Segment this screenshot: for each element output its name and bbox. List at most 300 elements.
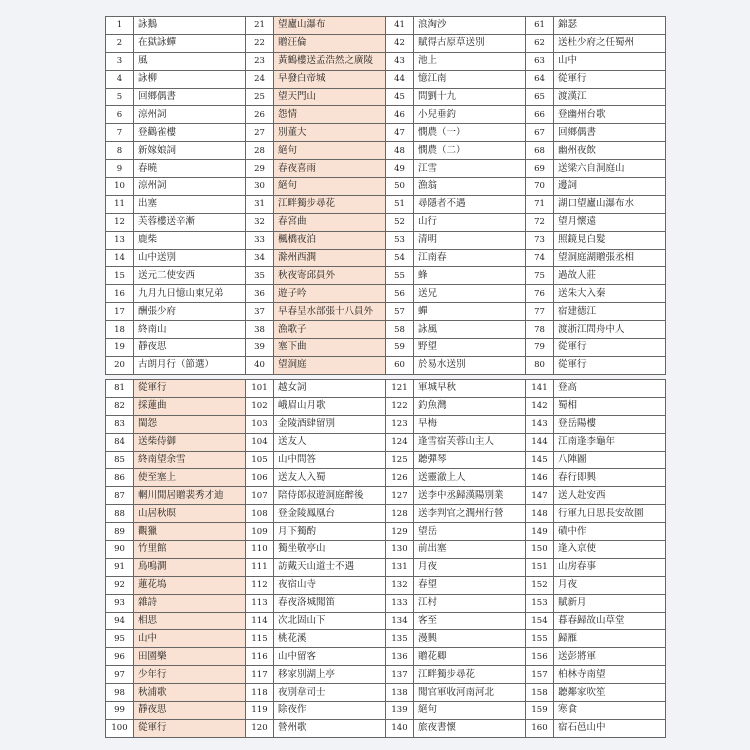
poem-number: 158 [526,684,554,702]
poem-number: 1 [106,17,134,35]
poem-title: 池上 [414,52,526,70]
poem-number: 110 [246,541,274,559]
poem-title: 夜別韋司士 [274,684,386,702]
poem-number: 30 [246,178,274,196]
poem-title: 望岳 [414,523,526,541]
poem-title: 月夜 [554,576,666,594]
poem-title: 湖口望廬山瀑布水 [554,195,666,213]
poem-number: 10 [106,178,134,196]
poem-number: 136 [386,648,414,666]
poem-title: 少年行 [134,666,246,684]
poem-number: 25 [246,88,274,106]
poem-title: 早梅 [414,415,526,433]
table-row [106,124,666,142]
poem-title: 早春呈水部張十八員外 [274,303,386,321]
poem-number: 20 [106,356,134,374]
poem-number: 58 [386,321,414,339]
poem-number: 9 [106,160,134,178]
poem-title: 錦瑟 [554,17,666,35]
poem-title: 暮春歸故山草堂 [554,612,666,630]
poem-title: 望月懷遠 [554,213,666,231]
poem-title: 寒食 [554,702,666,720]
poem-title: 靜夜思 [134,339,246,357]
poem-title: 別董大 [274,124,386,142]
poem-title: 賦得古原草送別 [414,34,526,52]
poem-number: 48 [386,142,414,160]
poem-number: 7 [106,124,134,142]
poem-number: 8 [106,142,134,160]
poem-number: 160 [526,719,554,737]
poem-number: 114 [246,612,274,630]
poem-title: 送李判官之潤州行營 [414,505,526,523]
poem-title: 次北固山下 [274,612,386,630]
poem-number: 120 [246,719,274,737]
poem-title: 望洞庭湖贈張丞相 [554,249,666,267]
table-row [106,213,666,231]
table-row [106,487,666,505]
poem-title: 從軍行 [554,70,666,88]
poem-number: 143 [526,415,554,433]
poem-number: 137 [386,666,414,684]
poem-title: 從軍行 [554,339,666,357]
poem-title: 夜宿山寺 [274,576,386,594]
poem-number: 95 [106,630,134,648]
poem-number: 71 [526,195,554,213]
poem-number: 26 [246,106,274,124]
poem-title: 絕句 [274,178,386,196]
poem-number: 100 [106,719,134,737]
poem-title: 鳥鳴澗 [134,558,246,576]
poem-number: 72 [526,213,554,231]
poem-title: 蟬 [414,303,526,321]
table-row [106,380,666,398]
poem-title: 塞下曲 [274,339,386,357]
poem-number: 131 [386,558,414,576]
table-row [106,719,666,737]
poem-number: 130 [386,541,414,559]
table-row [106,142,666,160]
poem-title: 旅夜書懷 [414,719,526,737]
poem-title: 於易水送別 [414,356,526,374]
poem-title: 春曉 [134,160,246,178]
poem-title: 贈汪倫 [274,34,386,52]
poem-title: 歸雁 [554,630,666,648]
poem-number: 84 [106,433,134,451]
poem-number: 106 [246,469,274,487]
poem-title: 終南山 [134,321,246,339]
poem-number: 63 [526,52,554,70]
poem-title: 田園樂 [134,648,246,666]
poem-title: 山中 [554,52,666,70]
poem-number: 159 [526,702,554,720]
poem-number: 141 [526,380,554,398]
poem-title: 在獄詠蟬 [134,34,246,52]
poem-title: 獨坐敬亭山 [274,541,386,559]
poem-title: 望天門山 [274,88,386,106]
poem-number: 51 [386,195,414,213]
poem-number: 113 [246,594,274,612]
table-row [106,648,666,666]
poem-title: 春夜喜雨 [274,160,386,178]
poem-number: 144 [526,433,554,451]
poem-title: 鹿柴 [134,231,246,249]
poem-title: 風 [134,52,246,70]
poem-title: 問劉十九 [414,88,526,106]
poem-number: 44 [386,70,414,88]
poem-title: 送靈澈上人 [414,469,526,487]
poem-title: 渡漢江 [554,88,666,106]
poem-title: 登高 [554,380,666,398]
poem-title: 贈花卿 [414,648,526,666]
poem-number: 74 [526,249,554,267]
poem-number: 56 [386,285,414,303]
poem-title: 江畔獨步尋花 [274,195,386,213]
table-row [106,303,666,321]
poem-title: 山中問答 [274,451,386,469]
poem-title: 古朗月行（節選） [134,356,246,374]
poem-number: 59 [386,339,414,357]
poem-number: 23 [246,52,274,70]
poem-title: 越女詞 [274,380,386,398]
poem-number: 52 [386,213,414,231]
poem-number: 96 [106,648,134,666]
poem-title: 江畔獨步尋花 [414,666,526,684]
poem-number: 147 [526,487,554,505]
poem-number: 148 [526,505,554,523]
poem-number: 77 [526,303,554,321]
poem-title: 從軍行 [134,719,246,737]
poem-number: 142 [526,397,554,415]
poem-number: 64 [526,70,554,88]
poem-title: 山中 [134,630,246,648]
poem-title: 相思 [134,612,246,630]
poem-title: 送兄 [414,285,526,303]
poem-title: 宿石邑山中 [554,719,666,737]
poem-title: 觀獵 [134,523,246,541]
poem-number: 73 [526,231,554,249]
poem-number: 156 [526,648,554,666]
table-row [106,612,666,630]
poem-number: 128 [386,505,414,523]
poem-title: 出塞 [134,195,246,213]
poem-number: 154 [526,612,554,630]
poem-number: 155 [526,630,554,648]
poem-title: 山居秋暝 [134,505,246,523]
poem-number: 81 [106,380,134,398]
poem-number: 153 [526,594,554,612]
poem-index-table-2 [105,379,666,738]
table-row [106,160,666,178]
poem-number: 42 [386,34,414,52]
poem-number: 21 [246,17,274,35]
table-row [106,70,666,88]
poem-number: 87 [106,487,134,505]
poem-title: 移家別湖上亭 [274,666,386,684]
poem-title: 金陵酒肆留別 [274,415,386,433]
poem-number: 104 [246,433,274,451]
poem-number: 97 [106,666,134,684]
poem-title: 九月九日憶山東兄弟 [134,285,246,303]
poem-number: 132 [386,576,414,594]
poem-title: 陪侍郎叔遊洞庭醉後 [274,487,386,505]
poem-title: 春行即興 [554,469,666,487]
poem-title: 聽彈琴 [414,451,526,469]
poem-number: 89 [106,523,134,541]
poem-number: 15 [106,267,134,285]
poem-title: 秋夜寄邱員外 [274,267,386,285]
poem-title: 憶江南 [414,70,526,88]
poem-title: 回鄉偶書 [554,124,666,142]
poem-title: 涼州詞 [134,106,246,124]
poem-number: 61 [526,17,554,35]
table-row [106,469,666,487]
poem-number: 78 [526,321,554,339]
poem-number: 3 [106,52,134,70]
poem-title: 宿建德江 [554,303,666,321]
poem-number: 34 [246,249,274,267]
poem-title: 憫農（二） [414,142,526,160]
poem-title: 芙蓉樓送辛漸 [134,213,246,231]
poem-title: 軍城早秋 [414,380,526,398]
poem-title: 浪淘沙 [414,17,526,35]
poem-title: 春夜洛城聞笛 [274,594,386,612]
table-row [106,576,666,594]
poem-number: 14 [106,249,134,267]
poem-title: 登幽州台歌 [554,106,666,124]
poem-number: 28 [246,142,274,160]
poem-title: 江南逢李龜年 [554,433,666,451]
poem-number: 109 [246,523,274,541]
poem-number: 103 [246,415,274,433]
poem-number: 108 [246,505,274,523]
table-row [106,433,666,451]
poem-number: 115 [246,630,274,648]
poem-title: 望洞庭 [274,356,386,374]
poem-title: 送元二使安西 [134,267,246,285]
poem-title: 邊詞 [554,178,666,196]
poem-number: 121 [386,380,414,398]
poem-index-table-1 [105,16,666,375]
poem-title: 桃花溪 [274,630,386,648]
table-row [106,231,666,249]
poem-number: 149 [526,523,554,541]
poem-number: 16 [106,285,134,303]
poem-number: 31 [246,195,274,213]
poem-number: 82 [106,397,134,415]
poem-title: 柏林寺南望 [554,666,666,684]
poem-number: 50 [386,178,414,196]
poem-title: 幽州夜飲 [554,142,666,160]
poem-title: 送梁六自洞庭山 [554,160,666,178]
poem-number: 68 [526,142,554,160]
table-row [106,505,666,523]
table-row [106,451,666,469]
poem-number: 134 [386,612,414,630]
poem-number: 126 [386,469,414,487]
poem-title: 送友人入蜀 [274,469,386,487]
poem-number: 88 [106,505,134,523]
poem-title: 客至 [414,612,526,630]
poem-number: 117 [246,666,274,684]
poem-number: 92 [106,576,134,594]
poem-title: 雜詩 [134,594,246,612]
poem-number: 47 [386,124,414,142]
poem-title: 除夜作 [274,702,386,720]
table-row [106,178,666,196]
poem-title: 送人赴安西 [554,487,666,505]
poem-number: 43 [386,52,414,70]
poem-title: 逢入京使 [554,541,666,559]
poem-title: 營州歌 [274,719,386,737]
poem-title: 蜀相 [554,397,666,415]
poem-title: 怨情 [274,106,386,124]
poem-number: 80 [526,356,554,374]
poem-number: 98 [106,684,134,702]
poem-title: 楓橋夜泊 [274,231,386,249]
poem-title: 詠鵝 [134,17,246,35]
poem-number: 36 [246,285,274,303]
poem-number: 18 [106,321,134,339]
poem-number: 40 [246,356,274,374]
poem-number: 122 [386,397,414,415]
poem-title: 野望 [414,339,526,357]
poem-title: 漁歌子 [274,321,386,339]
poem-number: 60 [386,356,414,374]
poem-number: 67 [526,124,554,142]
poem-title: 山中留客 [274,648,386,666]
poem-number: 91 [106,558,134,576]
poem-number: 45 [386,88,414,106]
poem-title: 送友人 [274,433,386,451]
poem-title: 渡浙江問舟中人 [554,321,666,339]
poem-title: 江村 [414,594,526,612]
poem-title: 江雪 [414,160,526,178]
poem-title: 釣魚灣 [414,397,526,415]
poem-title: 送杜少府之任蜀州 [554,34,666,52]
poem-number: 140 [386,719,414,737]
poem-title: 回鄉偶書 [134,88,246,106]
poem-number: 124 [386,433,414,451]
table-row [106,594,666,612]
poem-number: 125 [386,451,414,469]
table-row [106,106,666,124]
poem-number: 157 [526,666,554,684]
table-row [106,249,666,267]
poem-title: 前出塞 [414,541,526,559]
poem-number: 70 [526,178,554,196]
poem-number: 6 [106,106,134,124]
poem-number: 135 [386,630,414,648]
poem-title: 送朱大入秦 [554,285,666,303]
poem-number: 65 [526,88,554,106]
poem-number: 93 [106,594,134,612]
poem-number: 46 [386,106,414,124]
poem-title: 山中送別 [134,249,246,267]
poem-number: 116 [246,648,274,666]
poem-title: 蓮花塢 [134,576,246,594]
poem-number: 24 [246,70,274,88]
poem-number: 35 [246,267,274,285]
poem-title: 訪戴天山道士不遇 [274,558,386,576]
poem-title: 酬張少府 [134,303,246,321]
poem-number: 99 [106,702,134,720]
poem-title: 蜂 [414,267,526,285]
poem-title: 靜夜思 [134,702,246,720]
poem-number: 139 [386,702,414,720]
poem-title: 涼州詞 [134,178,246,196]
poem-number: 33 [246,231,274,249]
poem-number: 102 [246,397,274,415]
poem-number: 94 [106,612,134,630]
poem-title: 漫興 [414,630,526,648]
poem-title: 峨眉山月歌 [274,397,386,415]
poem-title: 聞官軍收河南河北 [414,684,526,702]
table-row [106,17,666,35]
poem-title: 閨怨 [134,415,246,433]
poem-number: 118 [246,684,274,702]
poem-number: 123 [386,415,414,433]
poem-number: 105 [246,451,274,469]
poem-title: 採蓮曲 [134,397,246,415]
poem-number: 107 [246,487,274,505]
poem-title: 春望 [414,576,526,594]
poem-title: 終南望余雪 [134,451,246,469]
poem-number: 146 [526,469,554,487]
poem-number: 119 [246,702,274,720]
poem-number: 54 [386,249,414,267]
poem-title: 詠柳 [134,70,246,88]
poem-number: 138 [386,684,414,702]
poem-title: 漁翁 [414,178,526,196]
poem-title: 送柴侍御 [134,433,246,451]
poem-title: 登金陵鳳凰台 [274,505,386,523]
poem-number: 57 [386,303,414,321]
poem-number: 55 [386,267,414,285]
poem-number: 49 [386,160,414,178]
poem-title: 山房春事 [554,558,666,576]
table-row [106,684,666,702]
table-row [106,356,666,374]
poem-title: 絕句 [414,702,526,720]
poem-number: 11 [106,195,134,213]
poem-title: 過故人莊 [554,267,666,285]
poem-title: 登岳陽樓 [554,415,666,433]
poem-number: 19 [106,339,134,357]
table-row [106,702,666,720]
table-row [106,415,666,433]
poem-title: 江南春 [414,249,526,267]
poem-number: 13 [106,231,134,249]
poem-title: 竹里館 [134,541,246,559]
poem-number: 127 [386,487,414,505]
poem-number: 90 [106,541,134,559]
poem-number: 53 [386,231,414,249]
poem-number: 75 [526,267,554,285]
poem-number: 85 [106,451,134,469]
poem-title: 月夜 [414,558,526,576]
poem-title: 新嫁娘詞 [134,142,246,160]
table-row [106,52,666,70]
poem-number: 38 [246,321,274,339]
table-row [106,267,666,285]
poem-title: 送李中丞歸漢陽別業 [414,487,526,505]
poem-title: 遊子吟 [274,285,386,303]
poem-number: 41 [386,17,414,35]
poem-title: 賦新月 [554,594,666,612]
poem-title: 春宮曲 [274,213,386,231]
table-row [106,34,666,52]
poem-number: 5 [106,88,134,106]
